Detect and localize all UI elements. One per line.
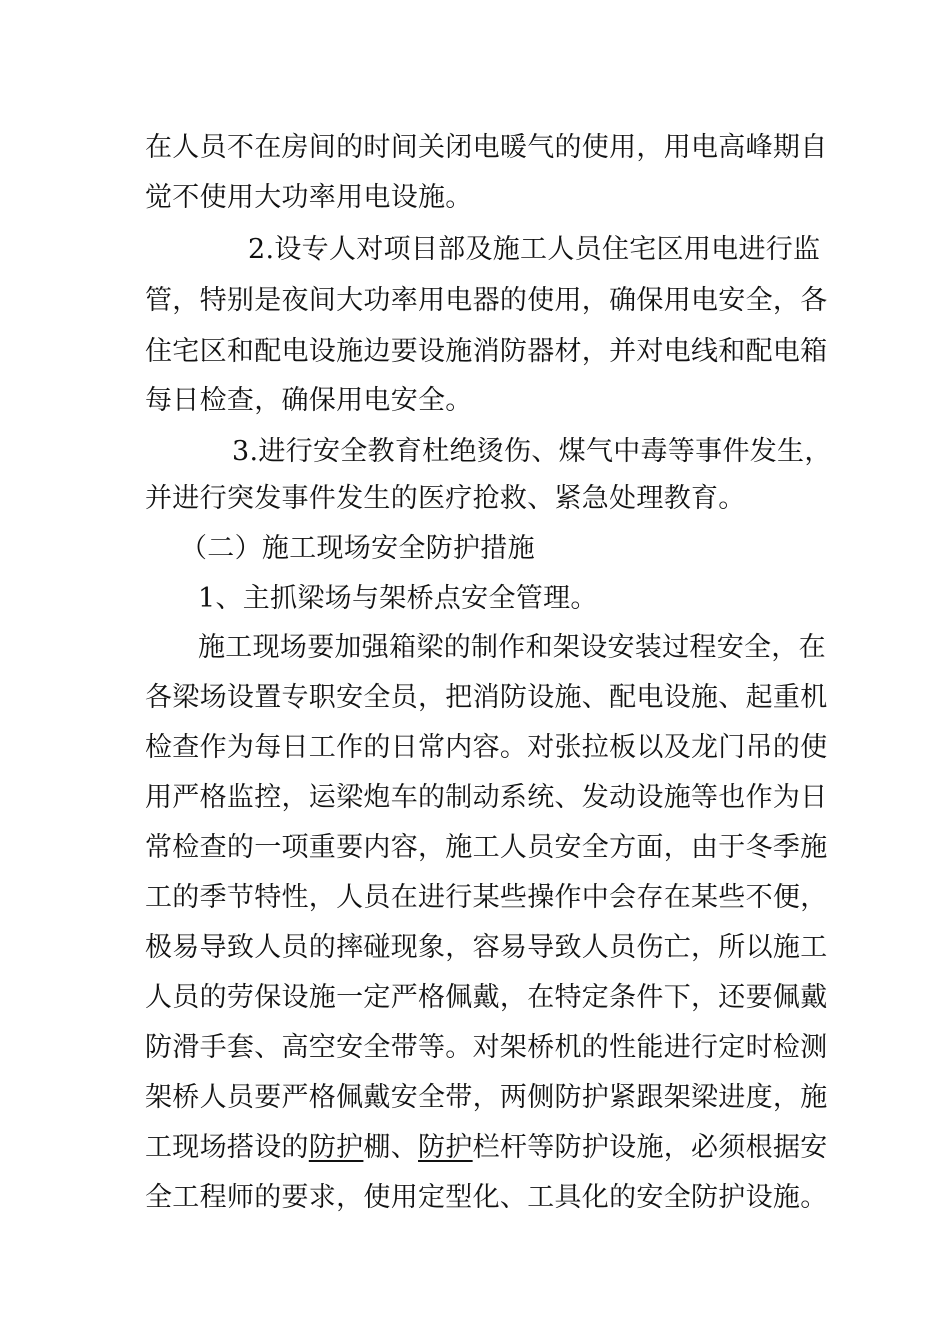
text-line: 工的季节特性，人员在进行某些操作中会存在某些不便，	[145, 882, 828, 913]
text-line: 管，特别是夜间大功率用电器的使用，确保用电安全，各	[145, 285, 828, 316]
underlined-term: 防护	[418, 1132, 473, 1163]
text-line: 架桥人员要严格佩戴安全带，两侧防护紧跟架梁进度，施	[145, 1082, 828, 1113]
text-line: 用严格监控，运梁炮车的制动系统、发动设施等也作为日	[145, 782, 828, 813]
text-segment: 工现场搭设的	[145, 1132, 309, 1163]
text-line: 防滑手套、高空安全带等。对架桥机的性能进行定时检测	[145, 1032, 828, 1063]
underlined-term: 防护	[308, 1132, 364, 1163]
text-line: 全工程师的要求，使用定型化、工具化的安全防护设施。	[145, 1182, 828, 1213]
text-line-with-underline	[145, 1131, 828, 1165]
text-line: 3.进行安全教育杜绝烫伤、煤气中毒等事件发生，	[232, 436, 832, 467]
text-segment: 栏杆等防护设施，必须根据安	[472, 1132, 828, 1163]
text-line: 每日检查，确保用电安全。	[145, 385, 473, 416]
text-line: 2.设专人对项目部及施工人员住宅区用电进行监	[248, 234, 821, 265]
text-line: 在人员不在房间的时间关闭电暖气的使用，用电高峰期自	[145, 132, 828, 163]
text-line: 施工现场要加强箱梁的制作和架设安装过程安全，在	[198, 632, 826, 663]
subsection-heading: 1、主抓梁场与架桥点安全管理。	[198, 583, 598, 614]
text-line: 人员的劳保设施一定严格佩戴，在特定条件下，还要佩戴	[145, 982, 828, 1013]
section-heading: （二）施工现场安全防护措施	[180, 533, 535, 564]
text-segment: 棚、	[363, 1132, 419, 1163]
text-line: 极易导致人员的摔碰现象，容易导致人员伤亡，所以施工	[145, 932, 828, 963]
text-line: 住宅区和配电设施边要设施消防器材，并对电线和配电箱	[145, 336, 828, 367]
text-line: 觉不使用大功率用电设施。	[145, 182, 473, 213]
text-line: 常检查的一项重要内容，施工人员安全方面，由于冬季施	[145, 832, 828, 863]
text-line: 各梁场设置专职安全员，把消防设施、配电设施、起重机	[145, 682, 828, 713]
text-line: 并进行突发事件发生的医疗抢救、紧急处理教育。	[145, 483, 746, 514]
text-line: 检查作为每日工作的日常内容。对张拉板以及龙门吊的使	[145, 732, 828, 763]
